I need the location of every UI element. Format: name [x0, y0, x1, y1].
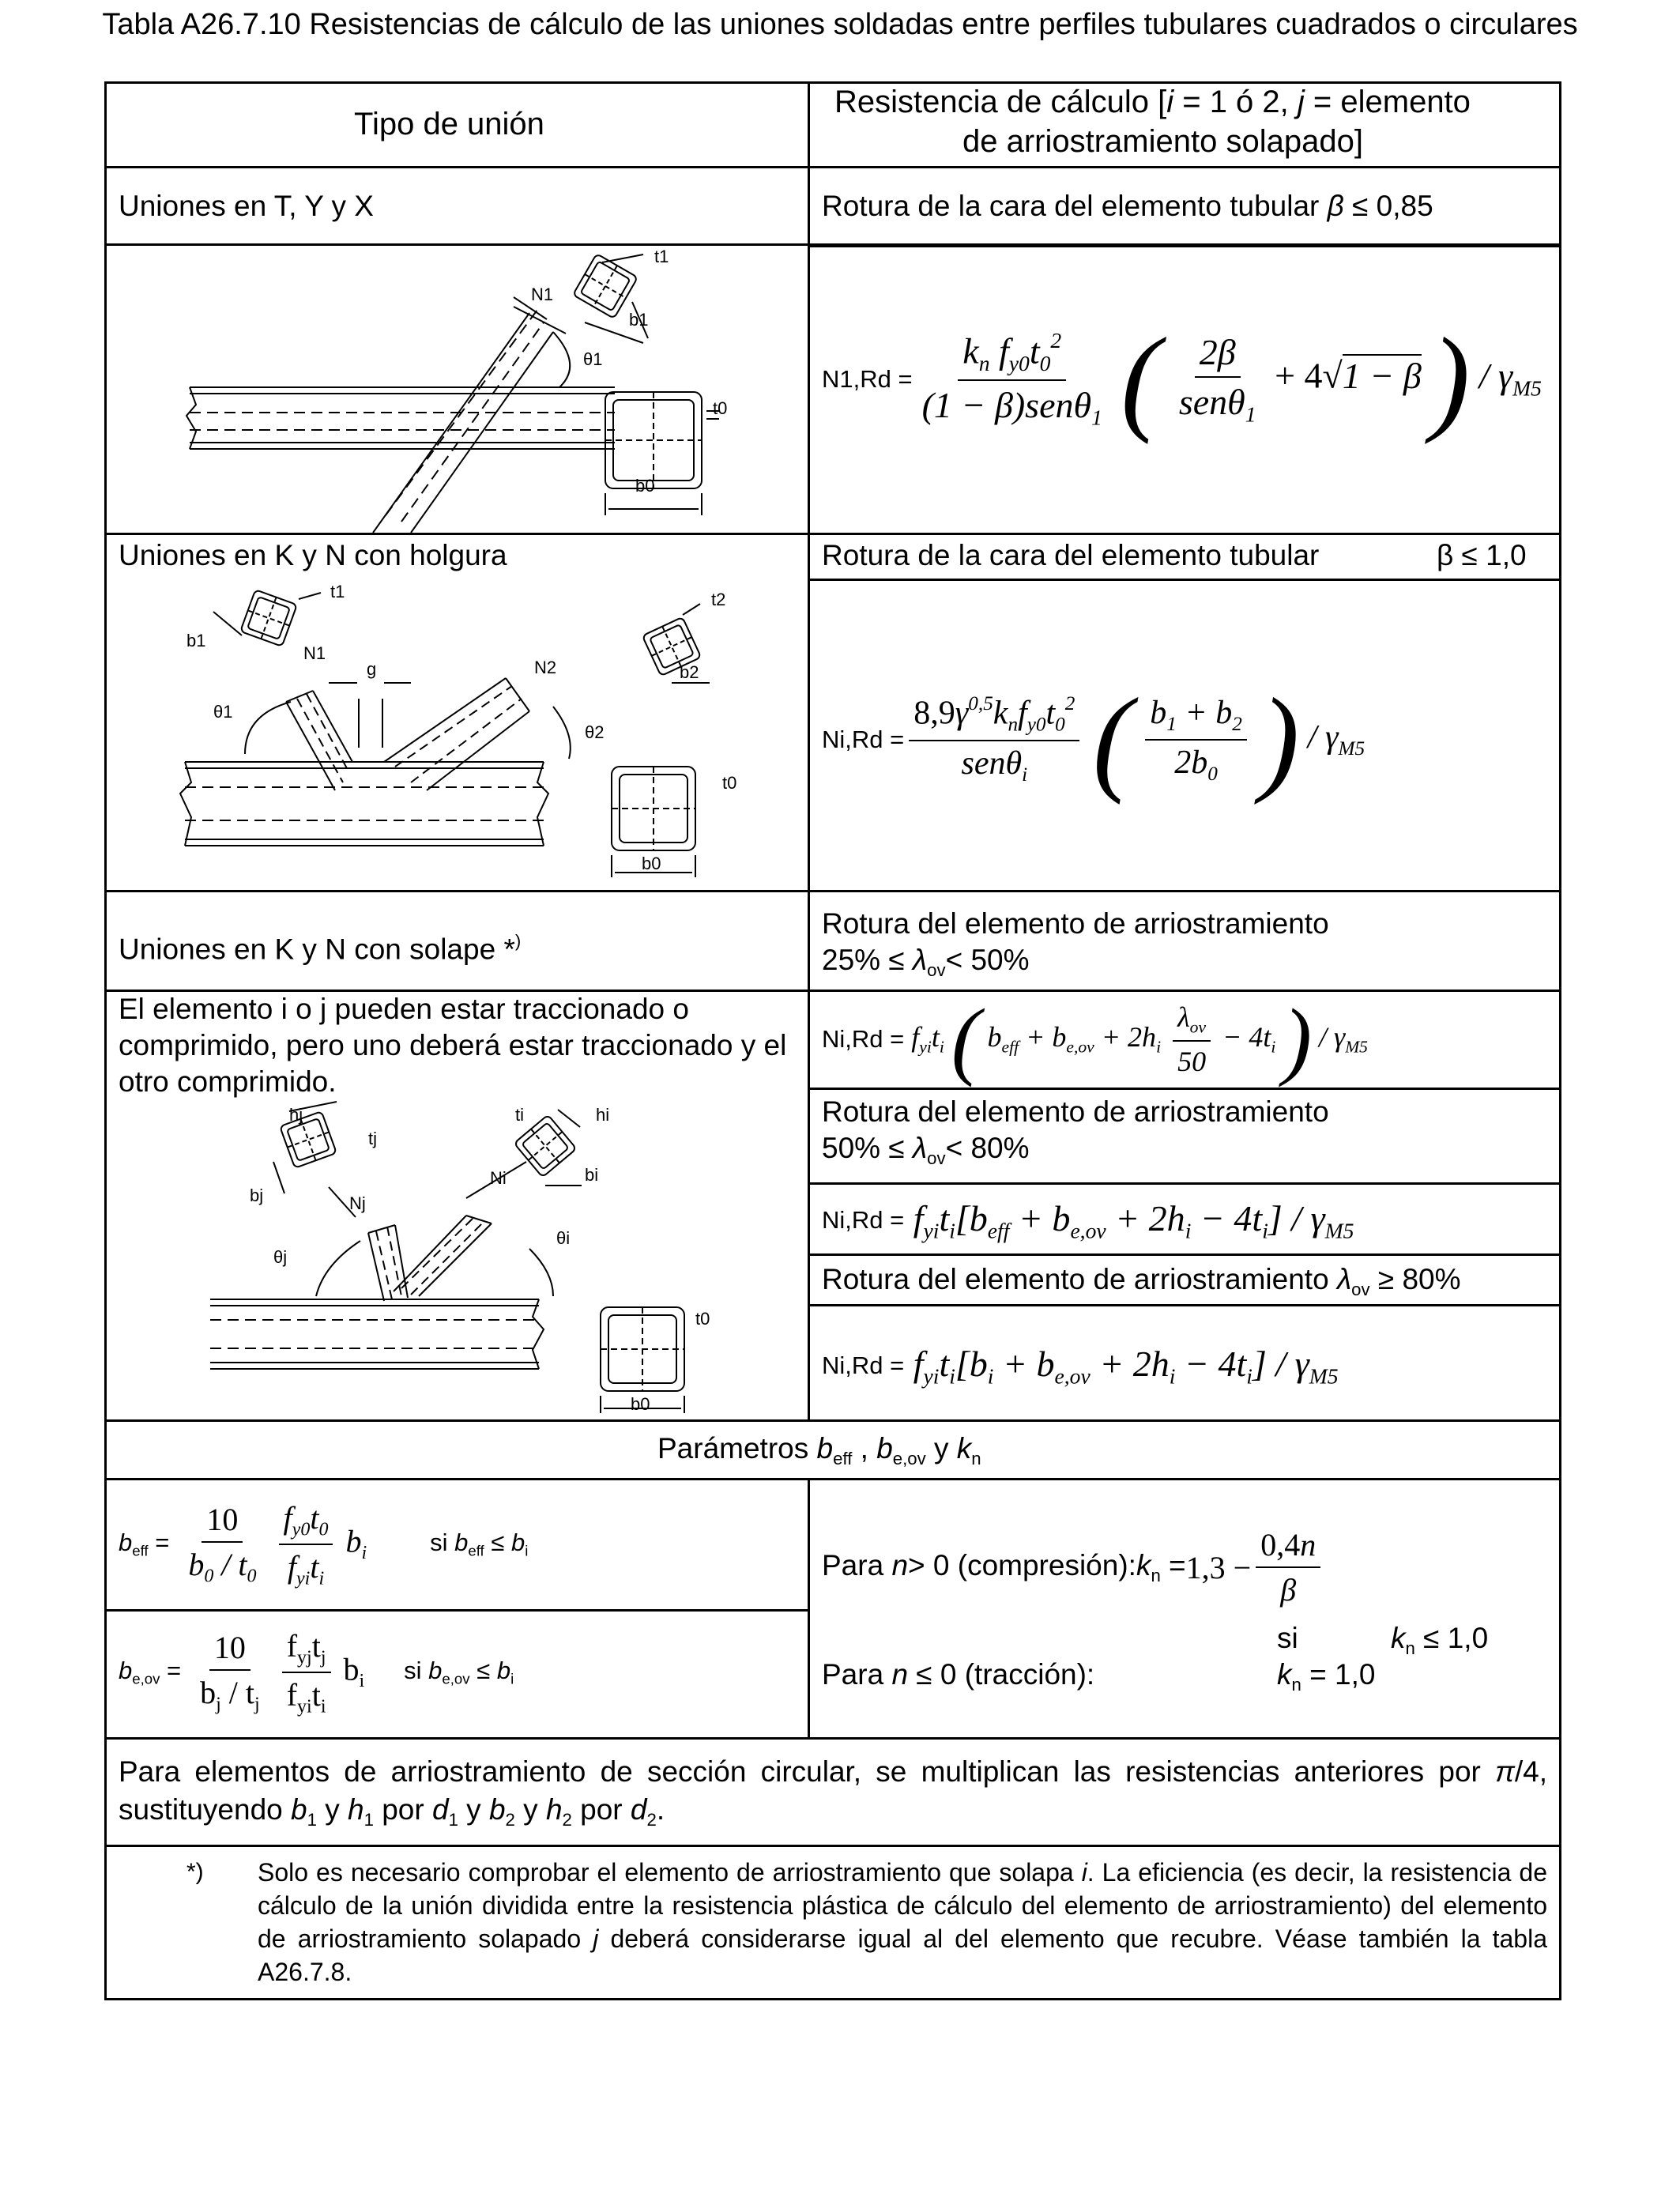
- formula-nird-overlap1-lhs: Ni,Rd =: [822, 1025, 905, 1053]
- formula-nird-overlap3-lhs: Ni,Rd =: [822, 1351, 905, 1379]
- section-kgap-limit: β ≤ 1,0: [1437, 539, 1527, 571]
- svg-text:θ2: θ2: [585, 722, 605, 742]
- svg-text:N2: N2: [534, 658, 557, 677]
- svg-text:b0: b0: [635, 476, 655, 496]
- kn-cond: $k_n \le 1,0$: [1391, 1622, 1489, 1658]
- section-kgap-mode: Rotura de la cara del elemento tubular: [822, 539, 1320, 571]
- kn-cond-si: si: [1277, 1622, 1298, 1654]
- footnote-mark: *): [186, 1859, 204, 1885]
- formula-nird-overlap2: Ni,Rd = $f_{yi}t_i[b_{eff} + b_{e,ov} + 2h_i - 4t_i] / \gamma_{M5}$: [822, 1197, 1354, 1243]
- formula-nird-overlap3: Ni,Rd = $f_{yi}t_i[b_i + b_{e,ov} + 2h_i - 4t_i] / \gamma_{M5}$: [822, 1343, 1339, 1389]
- svg-text:b2: b2: [680, 662, 699, 682]
- formula-nird-gap-lhs: Ni,Rd =: [822, 726, 905, 753]
- svg-text:t0: t0: [695, 1309, 710, 1329]
- svg-text:N1: N1: [303, 643, 326, 663]
- svg-text:θ1: θ1: [583, 349, 603, 369]
- beff-cond: si $b_{eff} \le b_i$: [430, 1529, 529, 1559]
- svg-text:tj: tj: [368, 1129, 377, 1148]
- beov-lhs: $b_{e,ov}$ =: [119, 1657, 182, 1687]
- svg-text:b0: b0: [631, 1394, 650, 1414]
- formula-nird-gap: Ni,Rd = $\frac{8,9\gamma^{0,5}k_nf_{y0}t_0^2}{sen\theta_i}$ ( $\frac{b_1 + b_2}{2b_0}$ ) / $\gamma_{M5}$: [822, 674, 1365, 805]
- kn-compression-label: Para n> 0 $(compresión):k_n$ =: [822, 1548, 1186, 1585]
- footnote-text: Solo es necesario comprobar el elemento de arriostramiento que solapa i. La eficiencia (es decir, la resistencia de cálculo de la unión dividida entre la resistencia plástica de cálculo del elemento de arriostramiento) del elemento de arriostramiento solapado j deberá considerarse igual al del elemento que recubre. Véase también la tabla A26.7.8.: [258, 1858, 1548, 1986]
- svg-text:θi: θi: [556, 1228, 571, 1248]
- diagram-k-gap-joint: [158, 580, 806, 888]
- section-ty-label: Uniones en T, Y y X: [119, 190, 374, 222]
- svg-text:b1: b1: [629, 310, 649, 330]
- svg-text:bi: bi: [585, 1165, 599, 1185]
- overlap-mode2-line1: Rotura del elemento de arriostramiento: [822, 1095, 1329, 1128]
- svg-text:N1: N1: [531, 285, 554, 304]
- header-resistance-line1: Resistencia de cálculo [i = 1 ó 2, j = elemento: [834, 85, 1471, 119]
- formula-n1rd: N1,Rd = $\frac{k_n f_{y0}t_0^2}{(1 - \beta)sen\theta_1}$ ( $\frac{2\beta}{sen\theta_1}$ + 4√1 − β ) / $\gamma_{M5}$: [822, 314, 1542, 445]
- parameters-title: Parámetros $b_{eff}$ , $b_{e,ov}$ y $k_n$: [657, 1432, 981, 1468]
- svg-text:ti: ti: [515, 1105, 524, 1125]
- formula-nird-overlap2-lhs: Ni,Rd =: [822, 1206, 905, 1234]
- overlap-mode1-line2: $25\% \le \lambda_{ov}< 50\%$: [822, 944, 1030, 980]
- svg-text:θj: θj: [273, 1247, 288, 1267]
- svg-text:b0: b0: [642, 854, 661, 873]
- svg-text:t1: t1: [654, 247, 669, 266]
- svg-text:Nj: Nj: [349, 1193, 366, 1213]
- diagram-ty-joint: [182, 247, 806, 533]
- svg-text:hj: hj: [289, 1105, 303, 1125]
- formula-beff: $b_{eff}$ = $\frac{10}{b_0 / t_0}$ $\frac{f_{y0}t_0}{f_{yi}t_i}$ $b_i$ si $b_{eff} \le b_i$: [119, 1499, 529, 1589]
- svg-text:t1: t1: [330, 582, 345, 601]
- section-ty-mode: Rotura de la cara del elemento tubular β ≤ 0,85: [822, 190, 1433, 222]
- table-title: Tabla A26.7.10 Resistencias de cálculo de las uniones soldadas entre perfiles tubulares cuadrados o circulares: [102, 8, 1578, 41]
- kn-compression: Para n> 0 $(compresión):k_n$ = 1,3 − $\frac{0,4n}{\beta}$: [822, 1524, 1325, 1611]
- beov-cond: si $b_{e,ov} \le b_i$: [404, 1657, 514, 1687]
- svg-text:b1: b1: [186, 631, 206, 650]
- svg-text:bj: bj: [250, 1186, 264, 1205]
- svg-text:Ni: Ni: [490, 1168, 507, 1188]
- overlap-mode3: Rotura del elemento de arriostramiento $\lambda_{ov} \ge 80\%$: [822, 1263, 1461, 1299]
- beff-lhs: $b_{eff}$ =: [119, 1529, 170, 1559]
- overlap-mode2-line2: $50\% \le \lambda_{ov}< 80\%$: [822, 1132, 1030, 1168]
- overlap-mode1-line1: Rotura del elemento de arriostramiento: [822, 907, 1329, 940]
- column-divider: [808, 81, 810, 1419]
- formula-beov: $b_{e,ov}$ = $\frac{10}{b_j / t_j}$ $\frac{f_{yj}t_j}{f_{yi}t_i}$ $b_i$ si $b_{e,ov} \le b_i$: [119, 1627, 514, 1717]
- section-koverlap-note: El elemento i o j pueden estar traccionado o comprimido, pero uno deberá estar traccionado y el otro comprimido.: [119, 993, 787, 1098]
- section-koverlap-label: Uniones en K y N con solape *): [119, 931, 522, 966]
- header-joint-type: Tipo de unión: [354, 107, 544, 141]
- formula-nird-overlap1: Ni,Rd = $f_{yi}t_i$ ( $b_{eff} + b_{e,ov} + 2h_i$ $\frac{\lambda_{ov}}{50}$ − $4t_i$ ) / $\gamma_{M5}$: [822, 990, 1368, 1088]
- svg-text:θ1: θ1: [213, 702, 233, 722]
- svg-text:t0: t0: [722, 773, 737, 793]
- svg-text:t0: t0: [713, 398, 728, 418]
- diagram-k-overlap-joint: [198, 1099, 798, 1415]
- kn-tension-value: $k_n = 1,0$: [1277, 1658, 1376, 1695]
- circular-note: Para elementos de arriostramiento de sección circular, se multiplican las resistencias anteriores por π/4, sustituyendo $b_1$ y $h_1$ por $d_1$ y $b_2$ y $h_2$ por $d_2$.: [119, 1755, 1547, 1830]
- svg-text:hi: hi: [596, 1105, 610, 1125]
- section-kgap-label: Uniones en K y N con holgura: [119, 539, 507, 571]
- header-resistance-line2: de arriostramiento solapado]: [962, 124, 1363, 159]
- svg-text:t2: t2: [711, 590, 726, 609]
- formula-n1rd-lhs: N1,Rd =: [822, 365, 913, 393]
- kn-tension-label: Para n ≤ 0 (tracción):: [822, 1658, 1095, 1691]
- column-divider-params: [808, 1478, 810, 1737]
- svg-text:g: g: [367, 659, 377, 679]
